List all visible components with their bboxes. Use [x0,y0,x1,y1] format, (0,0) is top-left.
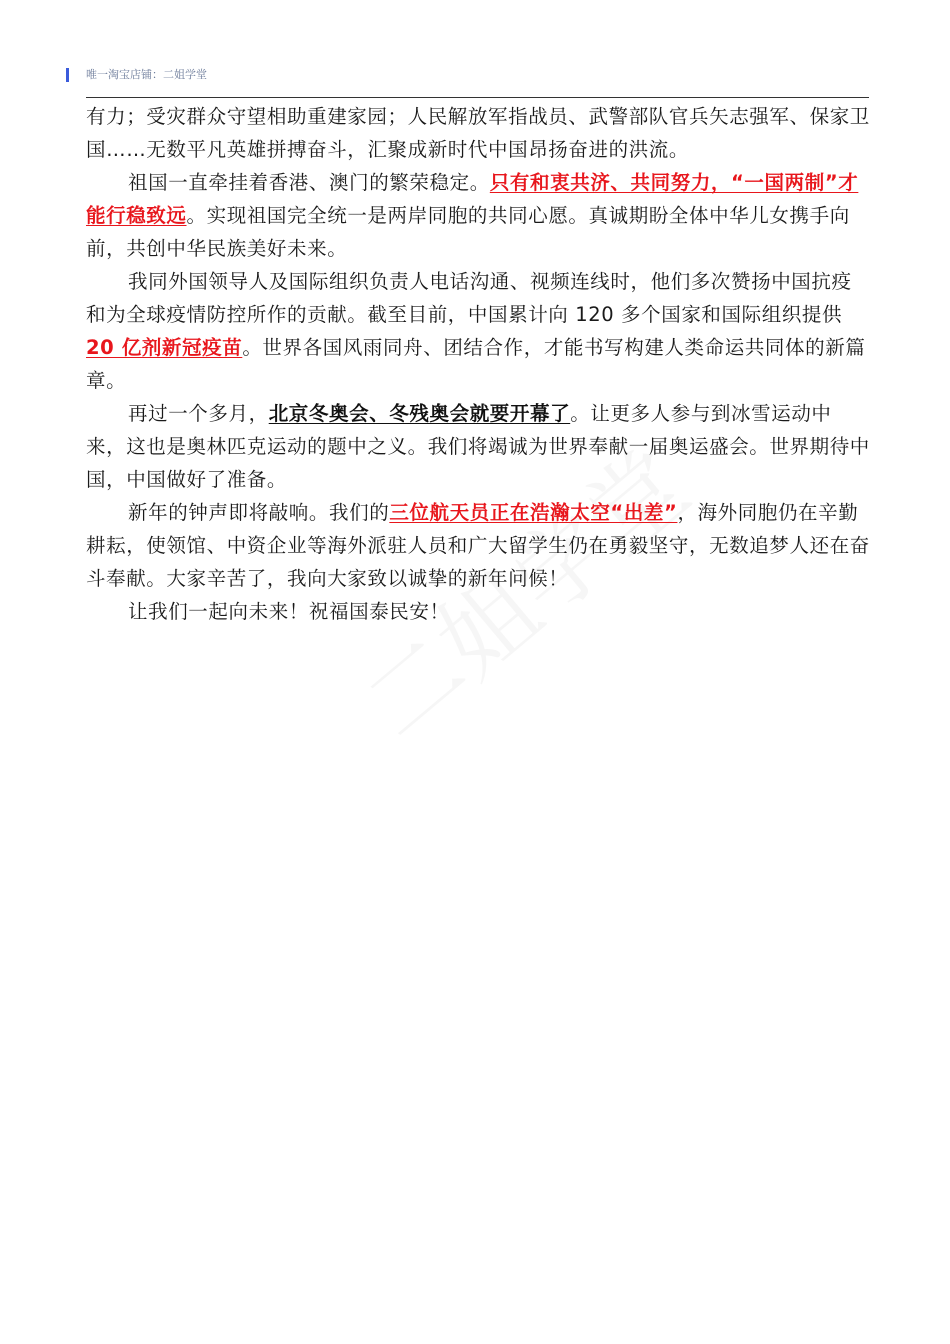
paragraph-3 [86,265,870,397]
shop-label: 唯一淘宝店铺：二姐学堂 [86,68,207,81]
paragraph-2-text-a: 祖国一直牵挂着香港、澳门的繁荣稳定。 [128,171,490,194]
paragraph-3-text-b: 。世界各国风雨同舟、团结合作，才能书写构建人类命运共同体的新篇章。 [86,336,866,392]
page-header [66,66,869,98]
paragraph-6: 让我们一起向未来！祝福国泰民安！ [128,600,450,623]
paragraph-5-text-a: 新年的钟声即将敲响。我们的 [128,501,390,524]
paragraph-4-text-a: 再过一个多月， [128,402,269,425]
paragraph-5 [86,496,870,595]
paragraph-4 [86,397,870,496]
paragraph-2 [86,166,870,265]
paragraph-1: 有力；受灾群众守望相助重建家园；人民解放军指战员、武警部队官兵矢志强军、保家卫国……无数平凡英雄拼搏奋斗，汇聚成新时代中国昂扬奋进的洪流。 [86,105,870,161]
paragraph-2-highlight: 只有和衷共济、共同努力，“一国两制”才能行稳致远 [86,171,859,227]
article-body [86,100,870,628]
paragraph-4-text-b: 。让更多人参与到冰雪运动中来，这也是奥林匹克运动的题中之义。我们将竭诚为世界奉献一届奥运盛会。世界期待中国，中国做好了准备。 [86,402,870,491]
paragraph-5-highlight: 三位航天员正在浩瀚太空“出差” [389,501,678,524]
header-accent-bar [66,68,69,82]
header-divider [86,97,869,98]
paragraph-3-text-a: 我同外国领导人及国际组织负责人电话沟通、视频连线时，他们多次赞扬中国抗疫和为全球疫情防控所作的贡献。截至目前，中国累计向 120 多个国家和国际组织提供 [86,270,852,326]
paragraph-2-text-b: 。实现祖国完全统一是两岸同胞的共同心愿。真诚期盼全体中华儿女携手向前，共创中华民族美好未来。 [86,204,850,260]
paragraph-5-text-b: ，海外同胞仍在辛勤耕耘，使领馆、中资企业等海外派驻人员和广大留学生仍在勇毅坚守，无数追梦人还在奋斗奉献。大家辛苦了，我向大家致以诚挚的新年问候！ [86,501,870,590]
paragraph-4-highlight: 北京冬奥会、冬残奥会就要开幕了 [268,402,571,425]
paragraph-3-highlight: 20 亿剂新冠疫苗 [86,336,243,359]
